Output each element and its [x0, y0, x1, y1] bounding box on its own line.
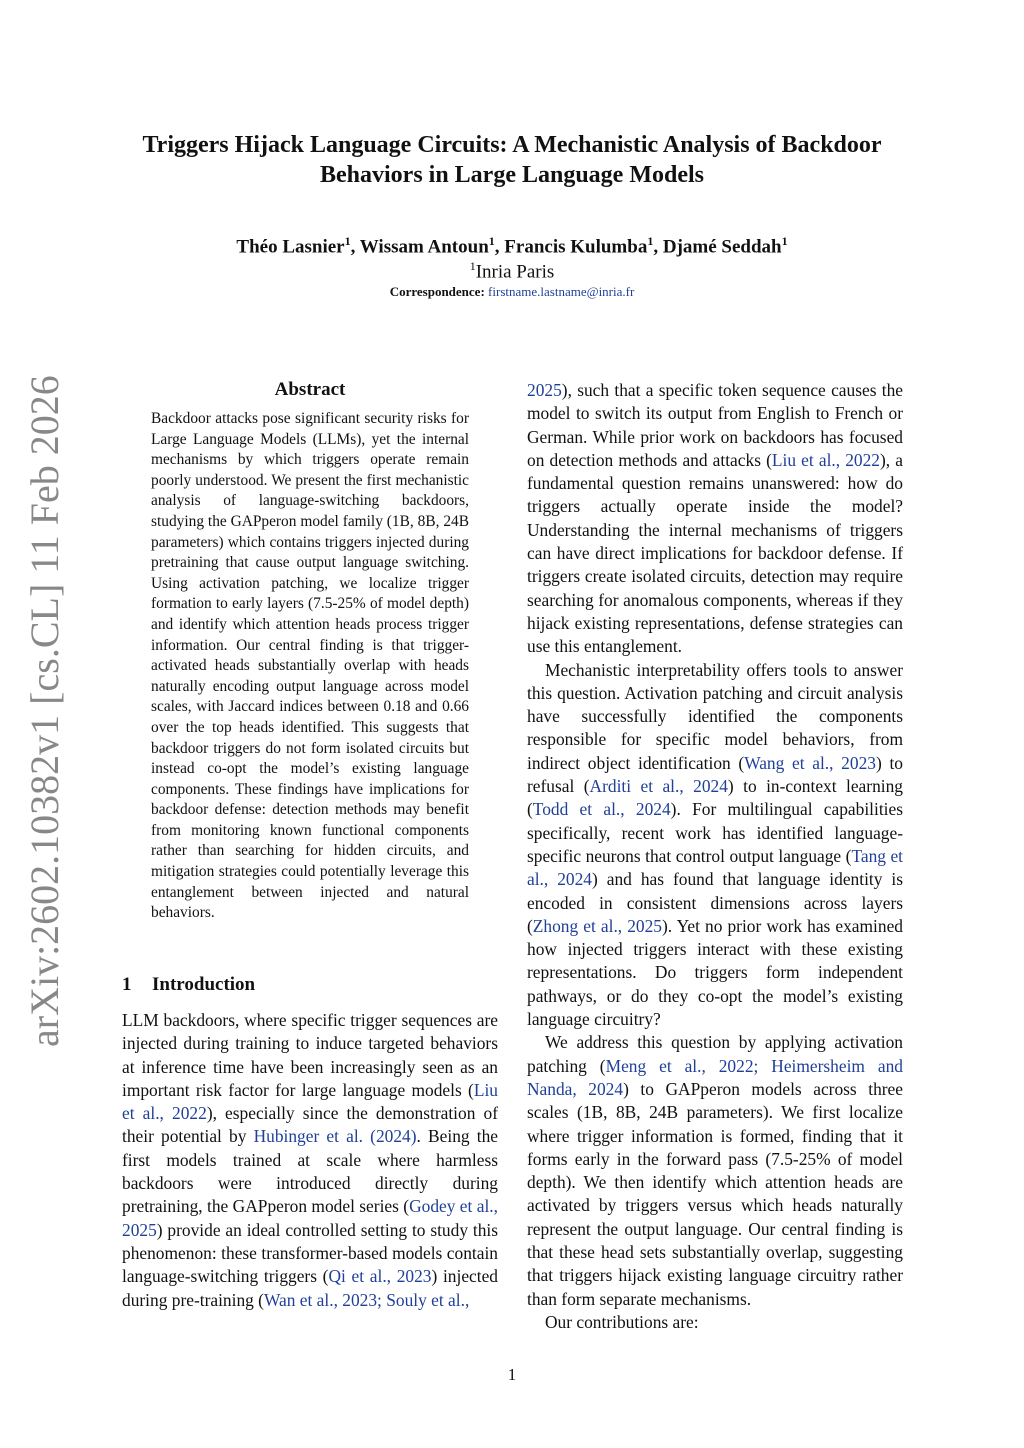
text-run: Mechanistic interpretability offers tools to answer this question. Activation patching and circuit analysis have successfully identified the components responsible for specific model behaviors, from indirect object identification (: [527, 659, 903, 773]
citation-link[interactable]: Wang et al., 2023: [744, 752, 876, 773]
citation-link[interactable]: Godey et al., 2025: [122, 1196, 498, 1240]
right-column: [527, 379, 903, 1334]
text-run: ) and has found that language identity is encoded in consistent dimensions across layers (: [527, 869, 904, 936]
paper-title: Triggers Hijack Language Circuits: A Mechanistic Analysis of Backdoor Behaviors in Large Language Models: [142, 132, 882, 188]
arxiv-stamp: arXiv:2602.10382v1 [cs.CL] 11 Feb 2026: [22, 375, 67, 1047]
affiliation-name: Inria Paris: [475, 261, 555, 283]
text-run: LLM backdoors, where specific trigger sequences are injected during training to induce targeted behaviors at inference time have been increasingly seen as an important risk factor for large language models (: [122, 1010, 498, 1100]
text-run: ) to in-context learning (: [527, 776, 903, 820]
paragraph: [527, 379, 903, 659]
author-list: Théo Lasnier$^1$, Wissam Antoun$^1$, Francis Kulumba$^1$, Djamé Seddah$^1$: [236, 234, 788, 258]
section-heading: [122, 973, 492, 997]
citation-link[interactable]: 2025: [527, 380, 562, 400]
abstract-heading: Abstract: [274, 379, 346, 400]
page-number: 1: [507, 1365, 517, 1384]
author-name: Wissam Antoun: [359, 236, 489, 258]
citation-link[interactable]: Tang et al., 2024: [527, 845, 903, 890]
text-run: ) provide an ideal controlled setting to study this phenomenon: these transformer-based models contain language-switching triggers (: [122, 1219, 498, 1287]
correspondence-email-link[interactable]: firstname.lastname@inria.fr: [488, 284, 635, 299]
paragraph: [527, 1031, 903, 1311]
citation-link[interactable]: Meng et al., 2022; Heimersheim and Nanda, 2024: [527, 1055, 903, 1099]
author-name: Théo Lasnier: [236, 236, 345, 258]
paragraph: Our contributions are:: [545, 1311, 699, 1332]
author-name: Francis Kulumba: [504, 236, 648, 258]
section-title: Introduction: [152, 974, 256, 995]
text-run: We address this question by applying activation patching (: [527, 1032, 903, 1076]
author-affil-mark: 1: [488, 234, 495, 248]
citation-link[interactable]: Liu et al., 2022: [122, 1079, 498, 1124]
text-run: ), such that a specific token sequence causes the model to switch its output from English to French or German. While prior work on backdoors has focused on detection methods and attacks (: [527, 380, 903, 470]
author-affil-mark: 1: [781, 234, 788, 248]
author-affil-mark: 1: [344, 234, 351, 248]
text-run: . Being the first models trained at scale where harmless backdoors were introduced directly during pretraining, the GAPperon model series (: [122, 1126, 498, 1217]
citation-link[interactable]: Todd et al., 2024: [532, 799, 671, 820]
correspondence: [100, 283, 924, 301]
section-number: 1: [122, 974, 132, 995]
paragraph: [122, 1009, 498, 1312]
text-run: ), especially since the demonstration of their potential by: [122, 1103, 498, 1147]
correspondence-label: Correspondence:: [389, 284, 485, 299]
affiliation: [100, 254, 924, 284]
text-run: ) to GAPperon models across three scales (1B, 8B, 24B parameters). We first localize where trigger information is formed, finding that it forms early in the forward pass (7.5-25% of model depth). We then identify which attention heads are activated by triggers versus which heads naturally represent the output language. Our central finding is that these head sets substantially overlap, suggesting that triggers hijack existing language circuitry rather than form separate mechanisms.: [527, 1078, 903, 1309]
paragraph: [527, 659, 903, 1032]
text-run: ). Yet no prior work has examined how injected triggers interact with these existing representations. Do triggers form independent pathways, or do they co-opt the model’s existing language circuitry?: [527, 915, 903, 1030]
citation-link[interactable]: Qi et al., 2023: [328, 1266, 432, 1287]
text-run: ), a fundamental question remains unanswered: how do triggers actually operate inside the model? Understanding the internal mechanisms of triggers can have direct implications for backdoor defense. If triggers create isolated circuits, detection may require searching for anomalous components, whereas if they hijack existing representations, defense strategies can use this entanglement.: [527, 449, 903, 657]
citation-link[interactable]: Arditi et al., 2024: [589, 776, 728, 797]
affiliation-mark: 1: [469, 259, 476, 273]
citation-link[interactable]: Zhong et al., 2025: [532, 915, 662, 936]
citation-link[interactable]: Hubinger et al. (2024): [253, 1126, 417, 1147]
left-column: [122, 1009, 498, 1312]
text-run: ) injected during pre-training (: [122, 1266, 498, 1310]
citation-link[interactable]: Wan et al., 2023; Souly et al.,: [263, 1289, 470, 1310]
text-run: ). For multilingual capabilities specifically, recent work has identified language-specific neurons that control output language (: [527, 799, 903, 866]
author-name: Djamé Seddah: [662, 236, 782, 258]
author-affil-mark: 1: [647, 234, 654, 248]
citation-link[interactable]: Liu et al., 2022: [771, 449, 880, 470]
text-run: ) to refusal (: [527, 752, 903, 797]
abstract-text: Backdoor attacks pose significant security risks for Large Language Models (LLMs), yet the internal mechanisms by which triggers operate remain poorly understood. We present the first mechanistic analysis of language-switching backdoors, studying the GAPperon model family (1B, 8B, 24B parameters) which contains triggers injected during pretraining that cause output language switching. Using activation patching, we localize trigger formation to early layers (7.5-25% of model depth) and identify which attention heads process trigger information. Our central finding is that trigger-activated heads substantially overlap with heads naturally encoding output language across model scales, with Jaccard indices between 0.18 and 0.66 over the top heads identified. This suggests that backdoor triggers do not form isolated circuits but instead co-opt the model’s existing language components. These findings have implications for backdoor defense: detection methods may benefit from monitoring known functional components rather than searching for hidden circuits, and mitigation strategies could potentially leverage this entanglement between injected and natural behaviors.: [151, 410, 469, 922]
